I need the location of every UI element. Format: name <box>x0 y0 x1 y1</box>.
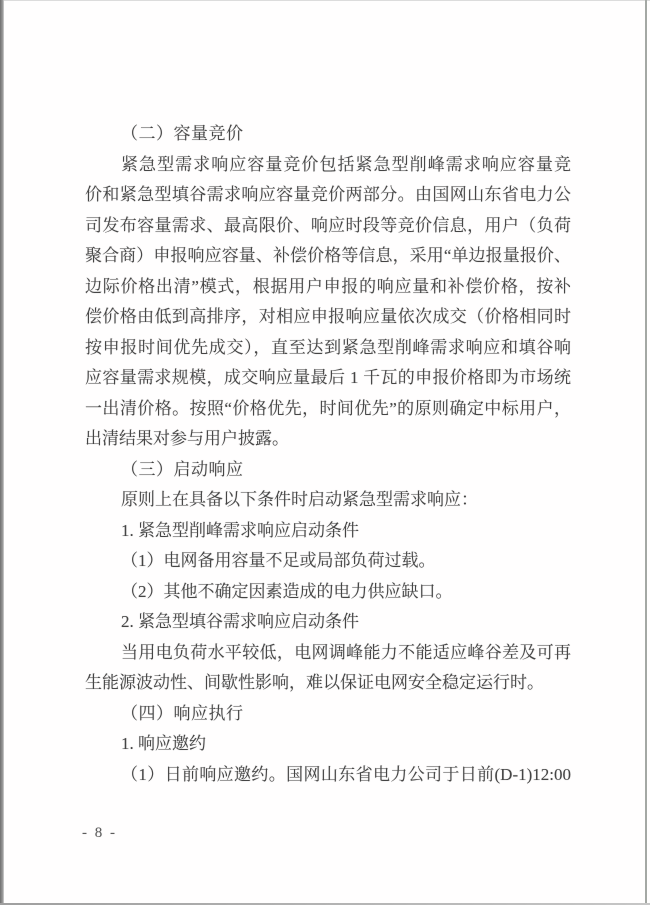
text-line: 价和紧急型填谷需求响应容量竞价两部分。由国网山东省电力公 <box>85 185 571 204</box>
scan-edge-right <box>645 0 647 905</box>
text-line: 偿价格由低到高排序，对相应申报响应量依次成交（价格相同时 <box>85 307 571 326</box>
text-line: 1. 紧急型削峰需求响应启动条件 <box>121 520 359 540</box>
text-line: （1）电网备用容量不足或局部负荷过载。 <box>121 551 436 570</box>
text-line: 紧急型需求响应容量竞价包括紧急型削峰需求响应容量竞 <box>121 154 571 174</box>
text-line: 2. 紧急型填谷需求响应启动条件 <box>121 612 359 631</box>
text-line: 司发布容量需求、最高限价、响应时段等竞价信息，用户（负荷 <box>85 215 571 235</box>
section-heading: （三）启动响应 <box>121 459 244 479</box>
section-heading: （四）响应执行 <box>121 703 244 723</box>
scan-edge-left <box>0 0 4 905</box>
text-line: 按申报时间优先成交），直至达到紧急型削峰需求响应和填谷响 <box>85 337 571 357</box>
text-line: 聚合商）申报响应容量、补偿价格等信息，采用“单边报量报价、 <box>85 246 571 265</box>
section-heading: （二）容量竞价 <box>121 124 244 143</box>
text-line: 一出清价格。按照“价格优先，时间优先”的原则确定中标用户， <box>85 398 571 418</box>
text-line: 应容量需求规模，成交响应量最后 1 千瓦的申报价格即为市场统 <box>85 368 571 387</box>
text-line: 生能源波动性、间歇性影响，难以保证电网安全稳定运行时。 <box>85 673 544 692</box>
text-line: 原则上在具备以下条件时启动紧急型需求响应： <box>121 490 478 509</box>
text-line: 边际价格出清”模式，根据用户申报的响应量和补偿价格，按补 <box>85 276 571 296</box>
text-line: 出清结果对参与用户披露。 <box>85 429 289 448</box>
text-line: （2）其他不确定因素造成的电力供应缺口。 <box>121 581 453 601</box>
page-number: - 8 - <box>82 825 117 841</box>
scan-edge-top <box>0 0 650 1</box>
text-line: （1）日前响应邀约。国网山东省电力公司于日前(D-1)12:00 <box>121 764 571 784</box>
document-lines <box>85 119 571 790</box>
text-line: 当用电负荷水平较低，电网调峰能力不能适应峰谷差及可再 <box>121 642 571 662</box>
text-line: 1. 响应邀约 <box>121 734 206 753</box>
